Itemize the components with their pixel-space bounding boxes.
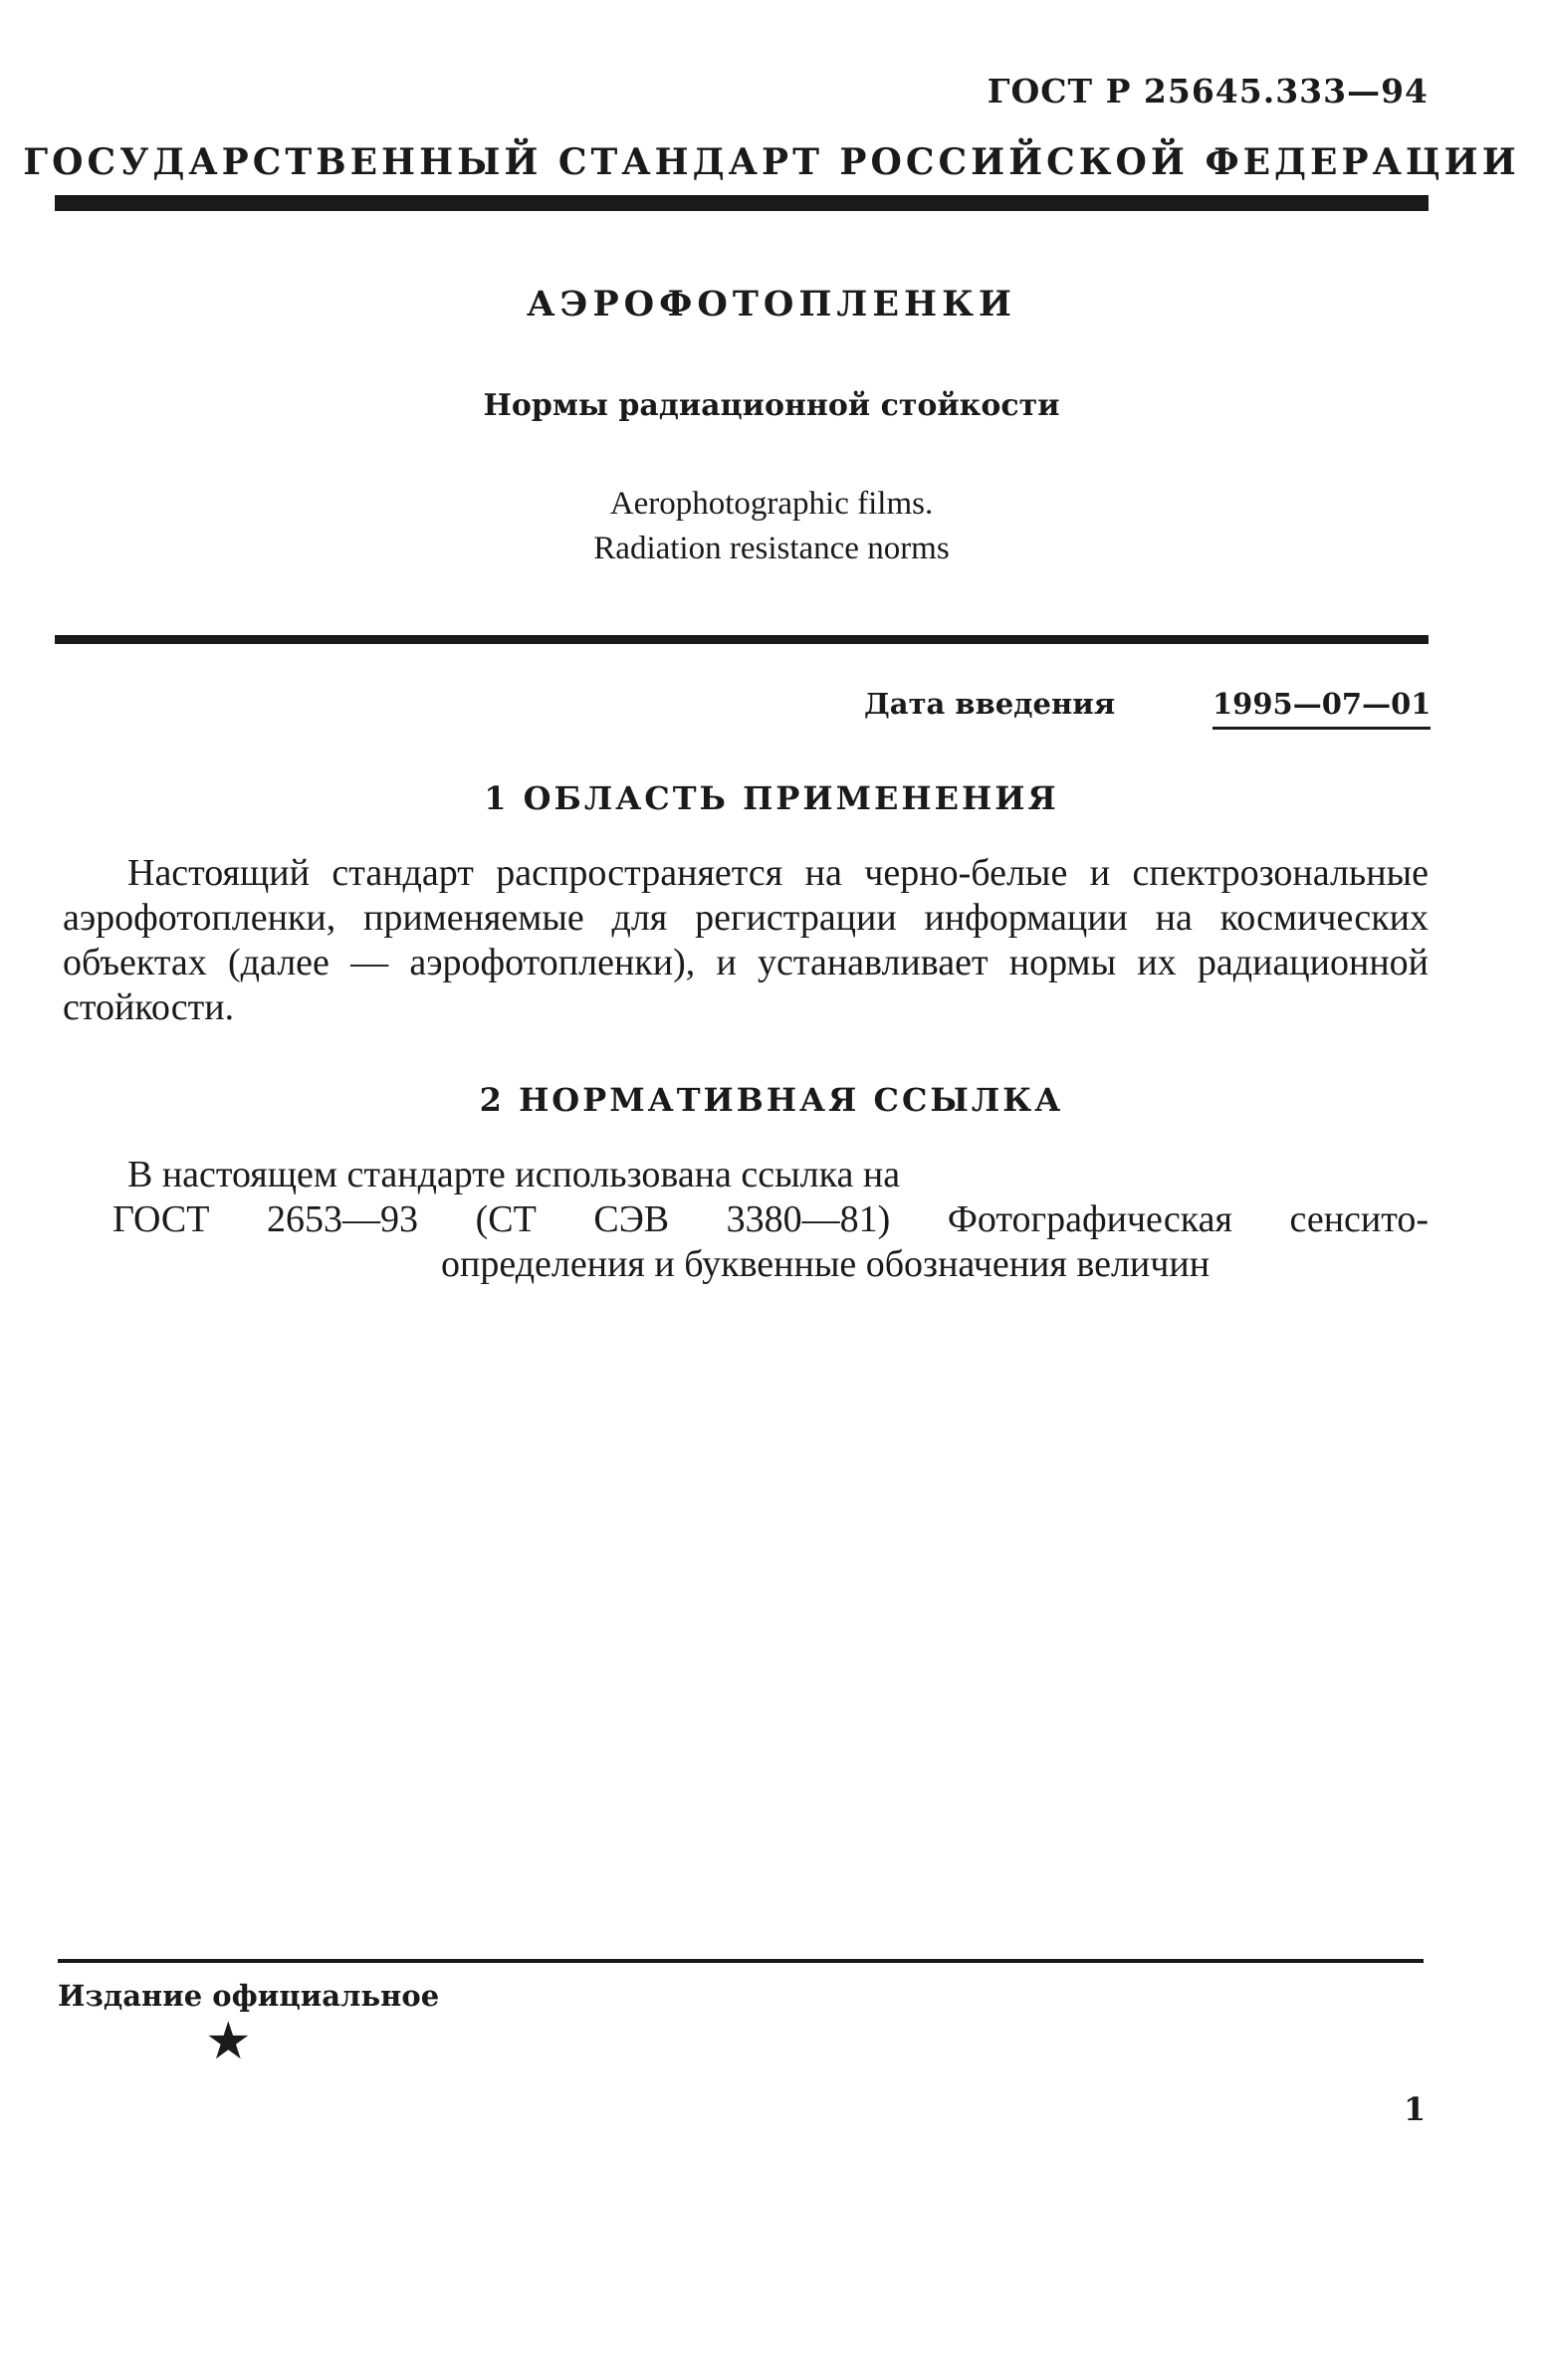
header-rule [55, 195, 1429, 211]
section-1-text: Настоящий стандарт распространяется на черно-белые и спектрозональные аэрофотопленки, применяемые для регистрации информации на космических объектах (далее — аэрофотопленки), и устанавливает нормы их радиационной стойкости. [63, 852, 1429, 1028]
section-2-text: В настоящем стандарте использована ссылка на [127, 1154, 901, 1195]
intro-date-value: 1995—07—01 [1212, 687, 1431, 730]
footer-rule [58, 1959, 1424, 1963]
subtitle-english-line1: Aerophotographic films. [609, 486, 934, 522]
title-rule [55, 635, 1429, 644]
intro-date-label: Дата введения [864, 687, 1116, 721]
reference-line-1: ГОСТ 2653—93 (СТ СЭВ 3380—81) Фотографическая сенсито- [112, 1198, 1429, 1240]
section-2-heading: 2 НОРМАТИВНАЯ ССЫЛКА [479, 1081, 1064, 1119]
standard-number: ГОСТ Р 25645.333—94 [987, 72, 1429, 110]
state-standard-heading: ГОСУДАРСТВЕННЫЙ СТАНДАРТ РОССИЙСКОЙ ФЕДЕРАЦИИ [23, 141, 1520, 183]
section-1-heading: 1 ОБЛАСТЬ ПРИМЕНЕНИЯ [484, 779, 1059, 817]
page-number: 1 [1404, 2090, 1427, 2128]
subtitle-russian: Нормы радиационной стойкости [483, 388, 1060, 423]
document-title: АЭРОФОТОПЛЕНКИ [526, 284, 1017, 325]
star-icon: ★ [205, 2012, 252, 2071]
subtitle-english [0, 482, 1543, 571]
reference-line-2: определения и буквенные обозначения величин [441, 1243, 1211, 1285]
subtitle-english-line2: Radiation resistance norms [593, 531, 950, 566]
edition-label: Издание официальное [58, 1979, 440, 2013]
